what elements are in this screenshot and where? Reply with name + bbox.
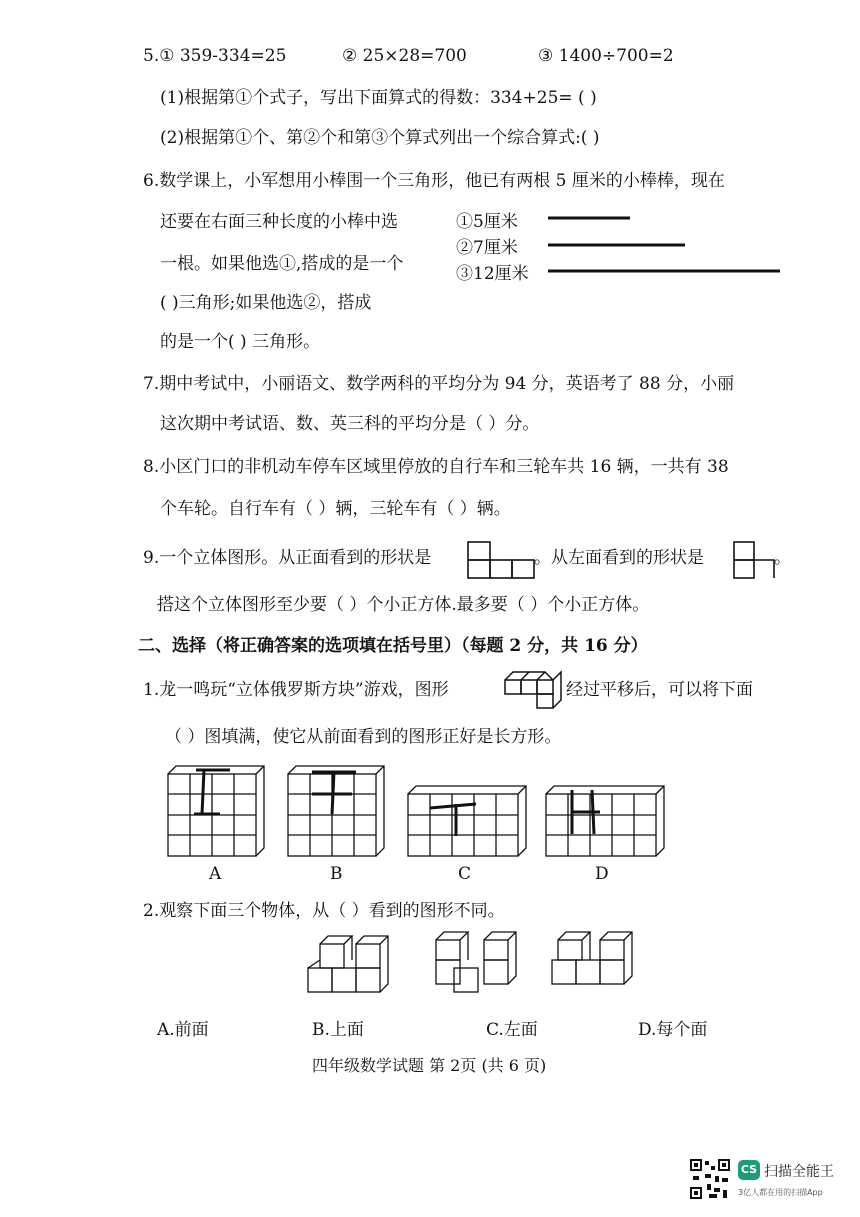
scanner-tagline: 3亿人都在用的扫描App — [738, 1188, 823, 1197]
object-1 — [308, 936, 388, 992]
q6-line2: 还要在右面三种长度的小棒中选 — [160, 212, 398, 232]
c2-option-a: A.前面 — [157, 1020, 209, 1040]
q5-expr-3: ③ 1400÷700=2 — [538, 46, 674, 66]
stick-option-2: ②7厘米 — [456, 238, 518, 258]
grid-label-d: D — [595, 864, 609, 884]
c2-option-b: B.上面 — [312, 1020, 364, 1040]
qr-code-icon — [689, 1158, 731, 1200]
q6-line5: 的是一个( ) 三角形。 — [160, 332, 321, 352]
object-2 — [436, 932, 516, 992]
q8-line2: 个车轮。自行车有（ ）辆，三轮车有（ ）辆。 — [160, 499, 511, 519]
c2-option-d: D.每个面 — [638, 1020, 708, 1040]
q5-sub2: (2)根据第①个、第②个和第③个算式列出一个综合算式:( ) — [160, 128, 600, 148]
stick-option-1: ①5厘米 — [456, 212, 518, 232]
q6-line4: ( )三角形;如果他选②，搭成 — [160, 293, 372, 313]
q9-line2: 搭这个立体图形至少要（ ）个小正方体.最多要（ ）个小正方体。 — [157, 595, 650, 615]
front-view-shape — [466, 540, 536, 580]
c1-line2: （ ）图填满，使它从前面看到的图形正好是长方形。 — [165, 727, 562, 747]
grid-b — [288, 766, 384, 856]
page-footer: 四年级数学试题 第 2页 (共 6 页) — [312, 1056, 547, 1075]
three-objects-figure — [300, 930, 650, 1002]
q6-line1: 6.数学课上，小军想用小棒围一个三角形，他已有两根 5 厘米的小棒棒，现在 — [143, 171, 725, 191]
left-view-shape — [732, 540, 780, 580]
stick-lengths-figure — [540, 210, 790, 280]
q9-line1a: 9.一个立体图形。从正面看到的形状是 — [143, 548, 432, 568]
tetris-piece-shape — [503, 668, 565, 712]
grid-a — [168, 766, 264, 856]
scanner-logo-icon: CS — [738, 1160, 760, 1180]
c2-option-c: C.左面 — [486, 1020, 538, 1040]
grid-d — [546, 786, 664, 856]
q9-line1c: 。 — [774, 548, 791, 568]
grid-label-a: A — [209, 864, 222, 884]
c2-line1: 2.观察下面三个物体，从（ ）看到的图形不同。 — [143, 901, 505, 921]
q5-expr-2: ② 25×28=700 — [342, 46, 467, 66]
q5-expr-1: 5.① 359-334=25 — [143, 46, 287, 66]
q5-sub1: (1)根据第①个式子，写出下面算式的得数：334+25= ( ) — [160, 88, 597, 108]
grid-c — [408, 786, 526, 856]
grid-label-b: B — [330, 864, 343, 884]
q6-line3: 一根。如果他选①,搭成的是一个 — [160, 254, 404, 274]
c1-line1a: 1.龙一鸣玩“立体俄罗斯方块”游戏，图形 — [143, 680, 449, 700]
q9-line1b: 。从左面看到的形状是 — [534, 548, 704, 568]
object-3 — [552, 932, 632, 984]
option-grids-figure — [160, 758, 700, 863]
scanner-app-name: 扫描全能王 — [764, 1164, 834, 1180]
stick-option-3: ③12厘米 — [456, 264, 529, 284]
q8-line1: 8.小区门口的非机动车停车区域里停放的自行车和三轮车共 16 辆，一共有 38 — [143, 457, 729, 477]
c1-line1b: 经过平移后，可以将下面 — [566, 680, 753, 700]
q7-line1: 7.期中考试中，小丽语文、数学两科的平均分为 94 分，英语考了 88 分，小丽 — [143, 374, 735, 394]
grid-label-c: C — [458, 864, 472, 884]
section-2-title: 二、选择（将正确答案的选项填在括号里）（每题 2 分，共 16 分） — [138, 636, 648, 656]
q7-line2: 这次期中考试语、数、英三科的平均分是（ ）分。 — [160, 414, 540, 434]
